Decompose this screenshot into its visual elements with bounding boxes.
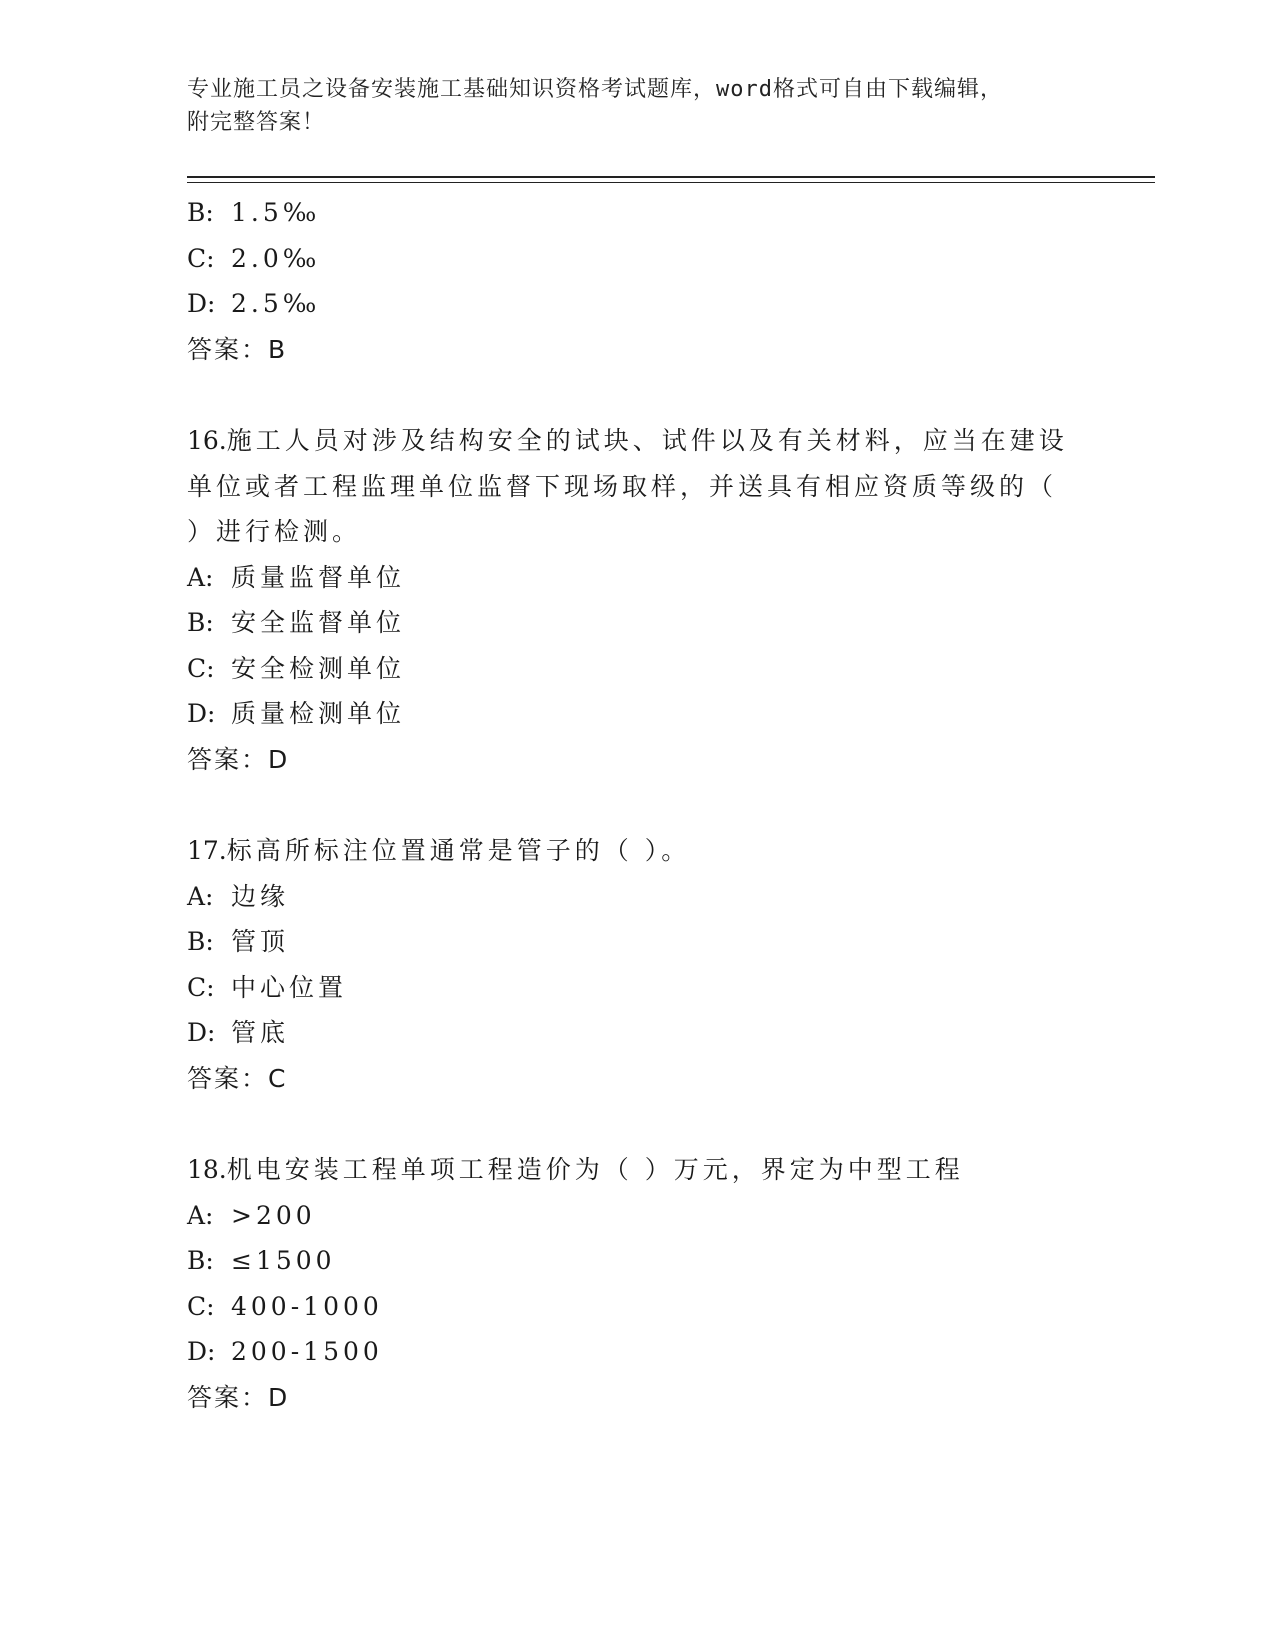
option-b: B: ≤1500 <box>187 1246 336 1275</box>
option-d: D: 2.5‰ <box>187 289 321 318</box>
option-c: C: 2.0‰ <box>187 243 321 273</box>
option-d: D: 质量检测单位 <box>187 699 406 728</box>
answer: 答案：B <box>187 334 288 364</box>
option-d: D: 管底 <box>187 1018 290 1047</box>
answer: 答案：D <box>187 744 290 774</box>
option-c: C: 中心位置 <box>187 972 348 1002</box>
question-stem-cont: ）进行检测。 <box>187 517 362 546</box>
header-line-2: 附完整答案！ <box>187 110 326 135</box>
question-stem: 18.机电安装工程单项工程造价为（ ）万元，界定为中型工程 <box>187 1155 964 1184</box>
answer: 答案：D <box>187 1382 290 1412</box>
header-line-1: 专业施工员之设备安装施工基础知识资格考试题库，word格式可自由下载编辑， <box>187 77 1003 102</box>
option-a: A: >200 <box>187 1200 316 1230</box>
header-rule-thin <box>187 182 1155 183</box>
question-15-tail <box>187 190 1087 372</box>
option-b: B: 管顶 <box>187 927 290 956</box>
option-d: D: 200-1500 <box>187 1337 383 1366</box>
question-17 <box>187 828 1087 1101</box>
question-stem-cont: 单位或者工程监理单位监督下现场取样，并送具有相应资质等级的（ <box>187 471 1058 501</box>
option-b: B: 安全监督单位 <box>187 608 406 637</box>
question-list <box>187 190 1087 1420</box>
answer: 答案：C <box>187 1063 288 1093</box>
header-rule-thick <box>187 176 1155 178</box>
option-b: B: 1.5‰ <box>187 198 321 227</box>
option-a: A: 边缘 <box>187 881 290 911</box>
question-stem: 17.标高所标注位置通常是管子的（ ）。 <box>187 836 691 865</box>
option-c: C: 400-1000 <box>187 1291 383 1321</box>
question-18 <box>187 1147 1087 1420</box>
question-stem: 16.施工人员对涉及结构安全的试块、试件以及有关材料，应当在建设 <box>187 426 1068 455</box>
document-header <box>187 73 1087 139</box>
option-a: A: 质量监督单位 <box>187 562 406 592</box>
option-c: C: 安全检测单位 <box>187 653 406 683</box>
question-16 <box>187 418 1087 782</box>
